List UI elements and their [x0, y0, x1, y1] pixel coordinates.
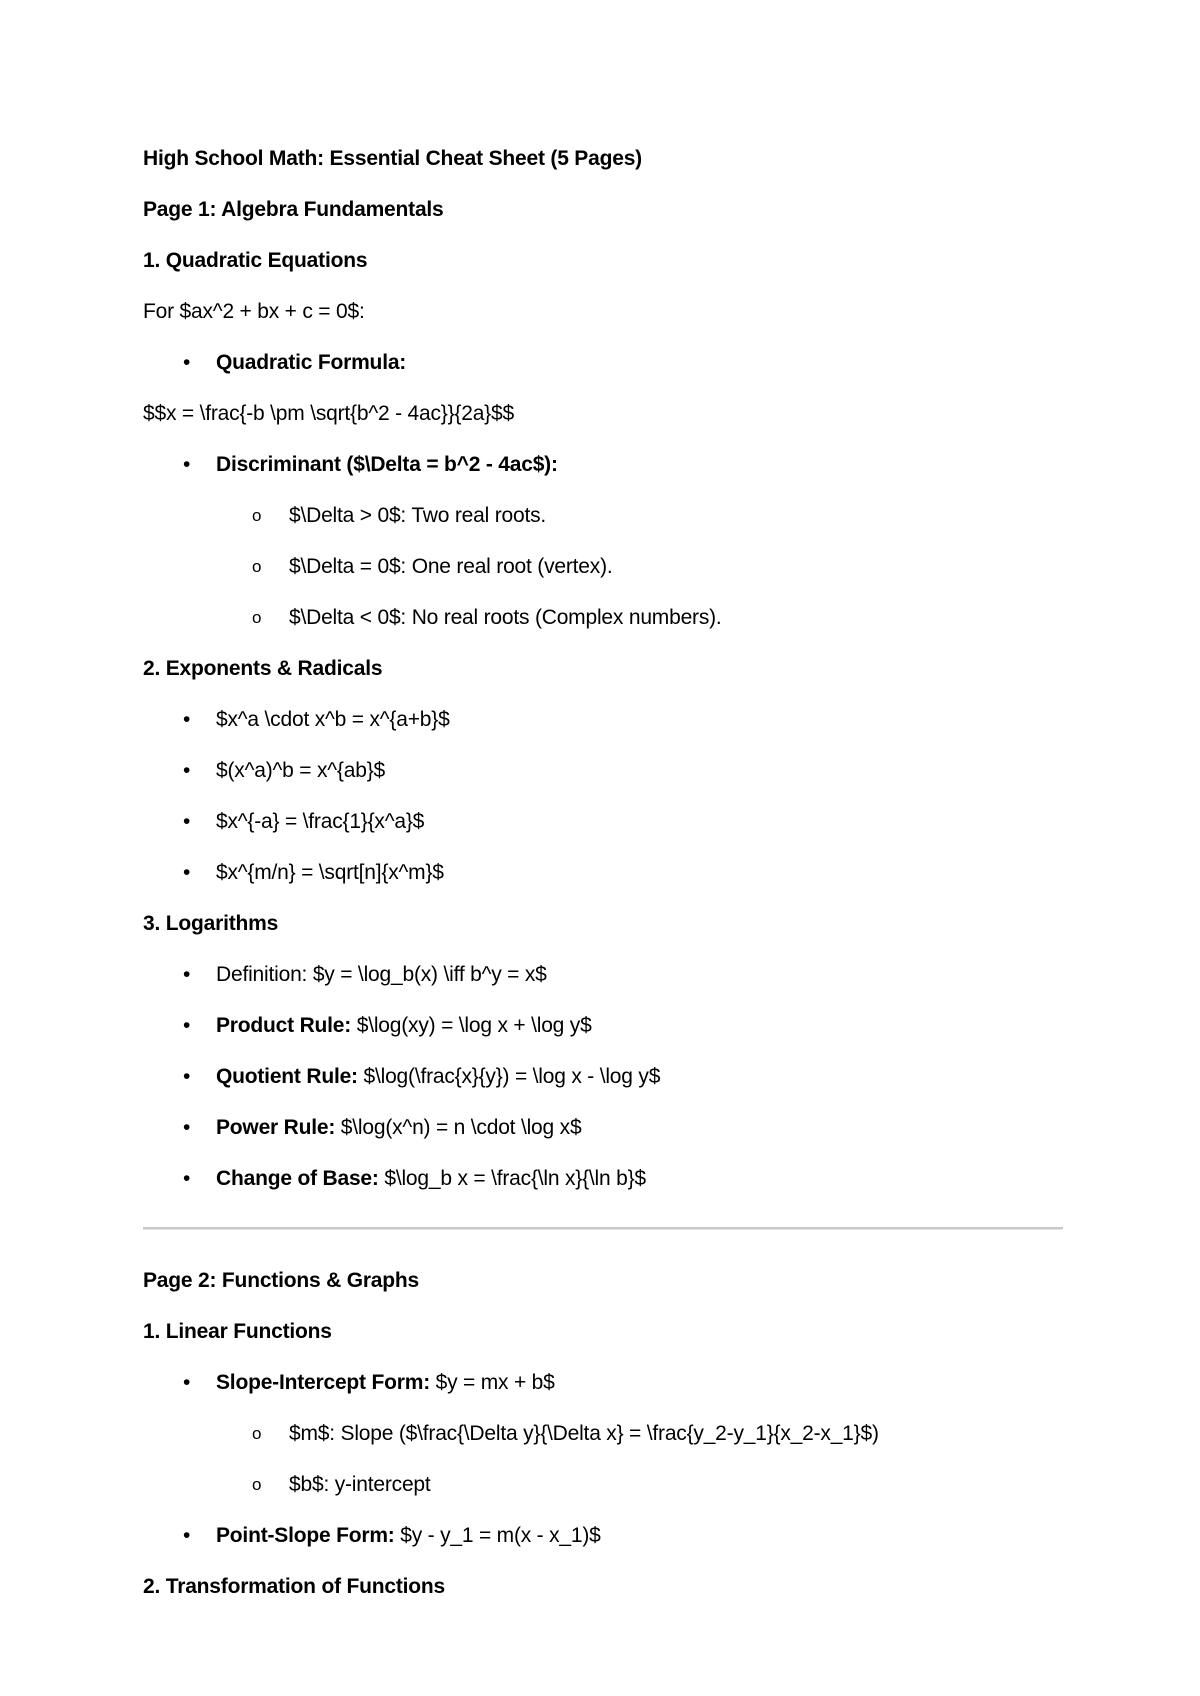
- bullet: •: [183, 810, 191, 833]
- log-rule-label: Product Rule:: [216, 1014, 352, 1037]
- intercept-definition: $b$: y-intercept: [289, 1473, 431, 1496]
- bullet: •: [183, 1167, 191, 1190]
- log-definition: Definition: $y = \log_b(x) \iff b^y = x$: [216, 963, 547, 986]
- point-slope-text: $y - y_1 = m(x - x_1)$: [394, 1524, 601, 1547]
- bullet: •: [183, 861, 191, 884]
- transformation-heading: 2. Transformation of Functions: [143, 1575, 446, 1598]
- exponents-heading: 2. Exponents & Radicals: [143, 657, 383, 680]
- sub-bullet: o: [252, 1424, 262, 1443]
- sub-bullet: o: [252, 1475, 262, 1494]
- discriminant-case: $\Delta > 0$: Two real roots.: [289, 504, 547, 527]
- slope-intercept-text: $y = mx + b$: [429, 1371, 555, 1394]
- sub-bullet: o: [252, 506, 262, 525]
- document-title: High School Math: Essential Cheat Sheet (5 Pages): [143, 147, 642, 170]
- bullet: •: [183, 963, 191, 986]
- log-rule-text: $\log(x^n) = n \cdot \log x$: [335, 1116, 582, 1139]
- bullet: •: [183, 1065, 191, 1088]
- log-rule-text: $\log(xy) = \log x + \log y$: [351, 1014, 592, 1037]
- quadratic-formula: $$x = \frac{-b \pm \sqrt{b^2 - 4ac}}{2a}$$: [143, 402, 514, 425]
- sub-bullet: o: [252, 557, 262, 576]
- exponent-rule: $x^{m/n} = \sqrt[n]{x^m}$: [216, 861, 444, 884]
- bullet: •: [183, 1014, 191, 1037]
- log-rule-label: Change of Base:: [216, 1167, 379, 1190]
- page-divider: [143, 1227, 1063, 1230]
- log-rule-text: $\log(\frac{x}{y}) = \log x - \log y$: [357, 1065, 661, 1088]
- logarithms-heading: 3. Logarithms: [143, 912, 279, 935]
- bullet: •: [183, 1371, 191, 1394]
- sub-bullet: o: [252, 608, 262, 627]
- log-rule: [216, 1115, 581, 1141]
- page2-heading: Page 2: Functions & Graphs: [143, 1269, 420, 1292]
- page1-heading: Page 1: Algebra Fundamentals: [143, 198, 444, 221]
- quadratic-formula-label: Quadratic Formula:: [216, 351, 407, 374]
- bullet: •: [183, 708, 191, 731]
- quadratic-equations-heading: 1. Quadratic Equations: [143, 249, 368, 272]
- log-rule: [216, 1064, 660, 1090]
- bullet: •: [183, 453, 191, 476]
- bullet: •: [183, 1524, 191, 1547]
- log-rule-text: $\log_b x = \frac{\ln x}{\ln b}$: [378, 1167, 646, 1190]
- point-slope-form: [216, 1523, 601, 1549]
- slope-intercept-form: [216, 1370, 555, 1396]
- exponent-rule: $x^a \cdot x^b = x^{a+b}$: [216, 708, 450, 731]
- exponent-rule: $x^{-a} = \frac{1}{x^a}$: [216, 810, 425, 833]
- log-rule-label: Quotient Rule:: [216, 1065, 358, 1088]
- exponent-rule: $(x^a)^b = x^{ab}$: [216, 759, 385, 782]
- log-rule-label: Power Rule:: [216, 1116, 336, 1139]
- linear-functions-heading: 1. Linear Functions: [143, 1320, 332, 1343]
- bullet: •: [183, 759, 191, 782]
- bullet: •: [183, 351, 191, 374]
- discriminant-case: $\Delta < 0$: No real roots (Complex numbers).: [289, 606, 722, 629]
- discriminant-label: Discriminant ($\Delta = b^2 - 4ac$):: [216, 453, 558, 476]
- log-rule: [216, 1013, 592, 1039]
- log-rule: [216, 1166, 646, 1192]
- quadratic-intro: For $ax^2 + bx + c = 0$:: [143, 300, 365, 323]
- point-slope-label: Point-Slope Form:: [216, 1524, 395, 1547]
- discriminant-case: $\Delta = 0$: One real root (vertex).: [289, 555, 613, 578]
- bullet: •: [183, 1116, 191, 1139]
- slope-definition: $m$: Slope ($\frac{\Delta y}{\Delta x} = \frac{y_2-y_1}{x_2-x_1}$): [289, 1422, 879, 1445]
- slope-intercept-label: Slope-Intercept Form:: [216, 1371, 430, 1394]
